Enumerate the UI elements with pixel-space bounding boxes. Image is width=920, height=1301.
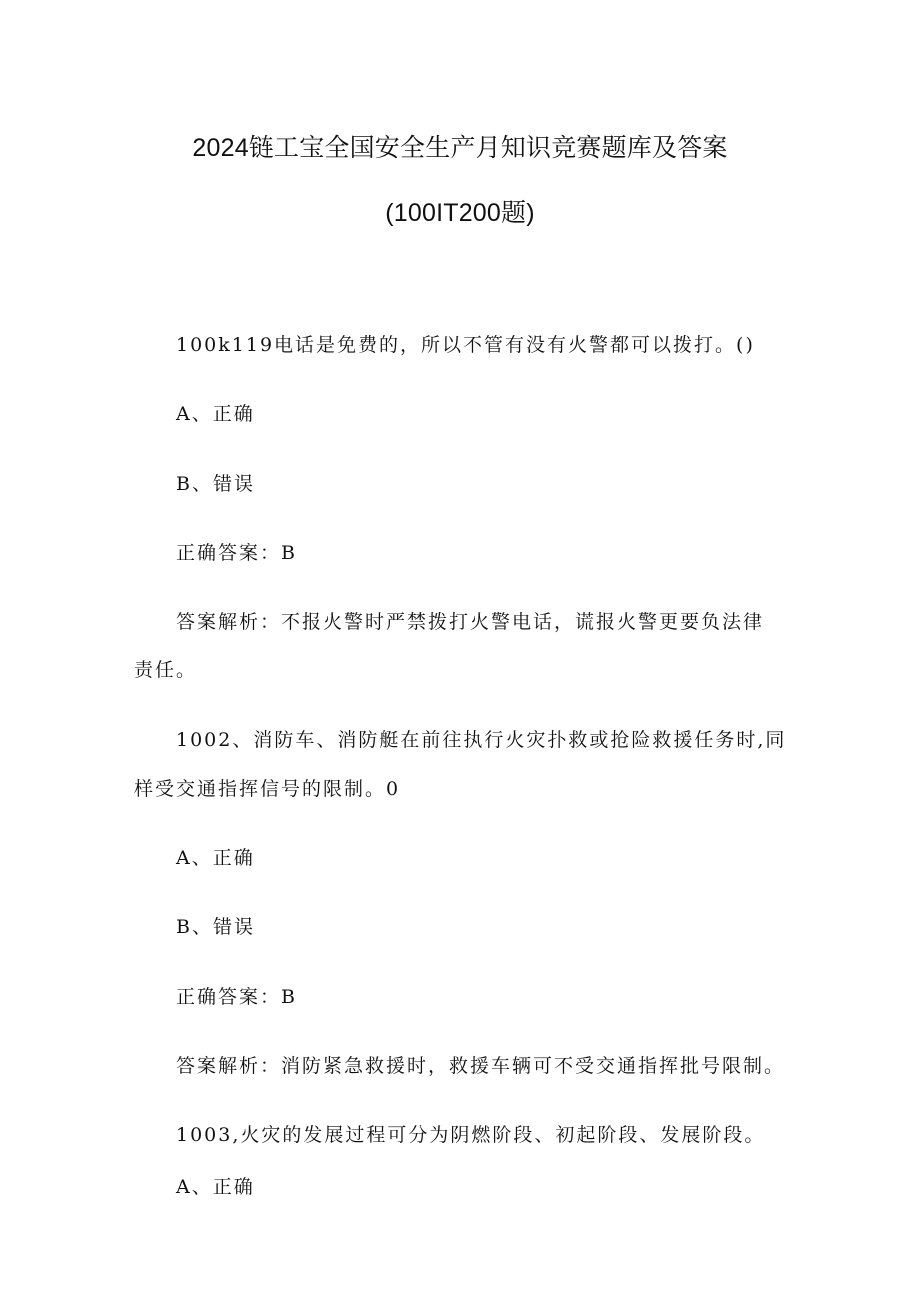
question-1-option-a: A、正确 xyxy=(176,403,255,425)
question-2-stem-cont: 样受交通指挥信号的限制。0 xyxy=(134,778,401,800)
question-3-option-a: A、正确 xyxy=(176,1176,255,1198)
question-1-option-b: B、错误 xyxy=(176,473,255,495)
document-subtitle: (100IT200题) xyxy=(385,199,535,227)
document-title: 2024链工宝全国安全生产月知识竞赛题库及答案 xyxy=(192,134,728,162)
question-2-option-a: A、正确 xyxy=(176,847,255,869)
question-1-stem: 100k119电话是免费的，所以不管有没有火警都可以拨打。() xyxy=(176,334,755,356)
question-1-answer: 正确答案：B xyxy=(176,542,297,564)
question-3-stem: 1003,火灾的发展过程可分为阴燃阶段、初起阶段、发展阶段。 xyxy=(176,1124,766,1146)
question-2-stem: 1002、消防车、消防艇在前往执行火灾扑救或抢险救援任务时,同 xyxy=(176,729,787,751)
question-2-option-b: B、错误 xyxy=(176,916,255,938)
question-1-analysis-cont: 责任。 xyxy=(134,659,198,681)
question-2-analysis: 答案解析：消防紧急救援时，救援车辆可不受交通指挥批号限制。 xyxy=(176,1055,786,1077)
question-1-analysis: 答案解析：不报火警时严禁拨打火警电话，谎报火警更要负法律 xyxy=(176,611,765,633)
question-2-answer: 正确答案：B xyxy=(176,986,297,1008)
